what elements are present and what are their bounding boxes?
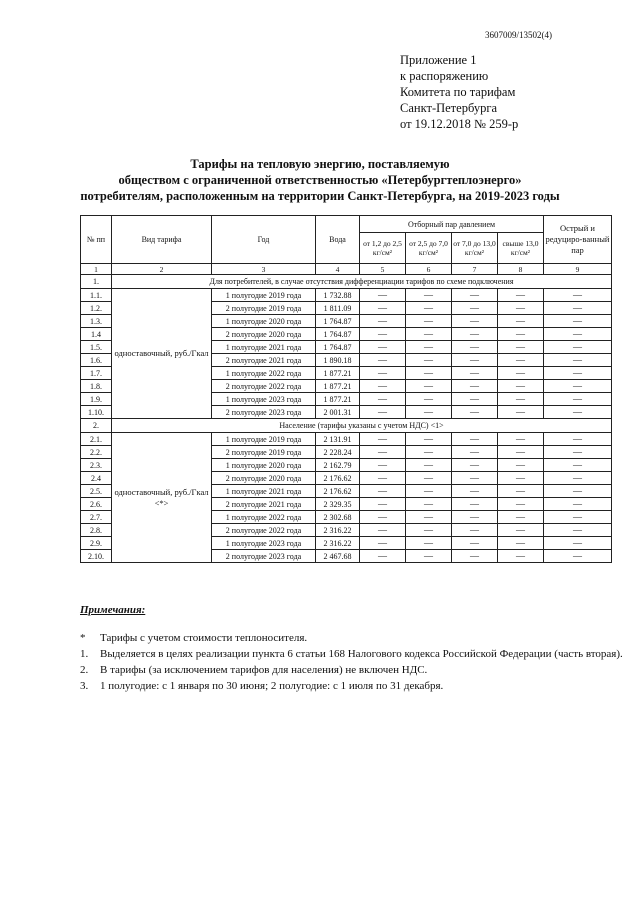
empty-tariff-cell: —: [452, 406, 498, 419]
empty-tariff-cell: —: [360, 354, 406, 367]
period-cell: 2 полугодие 2019 года: [212, 446, 316, 459]
tariff-type: одноставочный, руб./Гкал <*>: [112, 433, 212, 563]
water-tariff: 2 316.22: [316, 524, 360, 537]
empty-tariff-cell: —: [498, 302, 544, 315]
row-number: 1.4: [81, 328, 112, 341]
header-steam-4: свыше 13,0 кг/см²: [498, 233, 544, 264]
period-cell: 1 полугодие 2022 года: [212, 511, 316, 524]
header-sharp-steam: Острый и редуциро-ванный пар: [544, 216, 612, 264]
header-year: Год: [212, 216, 316, 264]
empty-tariff-cell: —: [360, 524, 406, 537]
water-tariff: 2 176.62: [316, 485, 360, 498]
empty-tariff-cell: —: [498, 459, 544, 472]
empty-tariff-cell: —: [498, 537, 544, 550]
notes-block: [80, 604, 623, 694]
empty-tariff-cell: —: [360, 367, 406, 380]
appendix-line: от 19.12.2018 № 259-р: [400, 117, 519, 131]
empty-tariff-cell: —: [498, 315, 544, 328]
notes-title: Примечания:: [80, 604, 146, 616]
empty-tariff-cell: —: [544, 459, 612, 472]
empty-tariff-cell: —: [452, 472, 498, 485]
empty-tariff-cell: —: [544, 328, 612, 341]
note-text: Тарифы с учетом стоимости теплоносителя.: [100, 632, 308, 644]
row-number: 2.9.: [81, 537, 112, 550]
empty-tariff-cell: —: [406, 289, 452, 302]
water-tariff: 1 890.18: [316, 354, 360, 367]
empty-tariff-cell: —: [498, 289, 544, 302]
period-cell: 2 полугодие 2021 года: [212, 498, 316, 511]
water-tariff: 2 302.68: [316, 511, 360, 524]
period-cell: 1 полугодие 2023 года: [212, 393, 316, 406]
empty-tariff-cell: —: [452, 550, 498, 563]
header-steam-2: от 2,5 до 7,0 кг/см²: [406, 233, 452, 264]
empty-tariff-cell: —: [498, 406, 544, 419]
document-number: 3607009/13502(4): [485, 30, 552, 40]
empty-tariff-cell: —: [452, 537, 498, 550]
water-tariff: 1 877.21: [316, 367, 360, 380]
empty-tariff-cell: —: [452, 393, 498, 406]
row-number: 1.9.: [81, 393, 112, 406]
empty-tariff-cell: —: [360, 315, 406, 328]
water-tariff: 2 228.24: [316, 446, 360, 459]
empty-tariff-cell: —: [544, 367, 612, 380]
empty-tariff-cell: —: [544, 341, 612, 354]
appendix-block: [400, 52, 518, 132]
water-tariff: 1 764.87: [316, 341, 360, 354]
water-tariff: 2 162.79: [316, 459, 360, 472]
water-tariff: 1 764.87: [316, 328, 360, 341]
empty-tariff-cell: —: [406, 446, 452, 459]
empty-tariff-cell: —: [406, 433, 452, 446]
header-num: № пп: [81, 216, 112, 264]
row-number: 2.7.: [81, 511, 112, 524]
empty-tariff-cell: —: [406, 498, 452, 511]
empty-tariff-cell: —: [498, 446, 544, 459]
col-number: 8: [498, 264, 544, 275]
empty-tariff-cell: —: [452, 511, 498, 524]
col-number: 5: [360, 264, 406, 275]
period-cell: 2 полугодие 2021 года: [212, 354, 316, 367]
empty-tariff-cell: —: [498, 367, 544, 380]
note-text: В тарифы (за исключением тарифов для населения) не включен НДС.: [100, 664, 428, 676]
row-number: 1.8.: [81, 380, 112, 393]
section-title: Население (тарифы указаны с учетом НДС) <1>: [112, 419, 612, 433]
empty-tariff-cell: —: [498, 393, 544, 406]
section-row: [81, 275, 612, 289]
empty-tariff-cell: —: [452, 354, 498, 367]
empty-tariff-cell: —: [498, 354, 544, 367]
period-cell: 1 полугодие 2022 года: [212, 367, 316, 380]
row-number: 2.6.: [81, 498, 112, 511]
water-tariff: 2 329.35: [316, 498, 360, 511]
empty-tariff-cell: —: [452, 328, 498, 341]
period-cell: 2 полугодие 2023 года: [212, 406, 316, 419]
empty-tariff-cell: —: [360, 498, 406, 511]
empty-tariff-cell: —: [406, 380, 452, 393]
empty-tariff-cell: —: [498, 498, 544, 511]
row-number: 2.10.: [81, 550, 112, 563]
empty-tariff-cell: —: [360, 341, 406, 354]
table-row: [81, 433, 612, 446]
empty-tariff-cell: —: [544, 302, 612, 315]
col-number: 4: [316, 264, 360, 275]
col-number: 1: [81, 264, 112, 275]
note-item: [80, 646, 623, 662]
row-number: 1.1.: [81, 289, 112, 302]
empty-tariff-cell: —: [360, 328, 406, 341]
empty-tariff-cell: —: [452, 459, 498, 472]
title-line: обществом с ограниченной ответственностью «Петербургтеплоэнерго»: [118, 173, 522, 187]
col-number: 9: [544, 264, 612, 275]
empty-tariff-cell: —: [498, 341, 544, 354]
empty-tariff-cell: —: [544, 393, 612, 406]
period-cell: 1 полугодие 2020 года: [212, 315, 316, 328]
empty-tariff-cell: —: [498, 550, 544, 563]
water-tariff: 2 467.68: [316, 550, 360, 563]
empty-tariff-cell: —: [360, 459, 406, 472]
table-row: [81, 289, 612, 302]
note-item: [80, 630, 623, 646]
title-line: Тарифы на тепловую энергию, поставляемую: [190, 157, 450, 171]
empty-tariff-cell: —: [544, 315, 612, 328]
empty-tariff-cell: —: [452, 446, 498, 459]
note-mark: *: [80, 632, 86, 644]
water-tariff: 2 001.31: [316, 406, 360, 419]
water-tariff: 2 131.91: [316, 433, 360, 446]
row-number: 1.3.: [81, 315, 112, 328]
note-item: [80, 662, 623, 678]
note-mark: 2.: [80, 664, 89, 676]
empty-tariff-cell: —: [360, 446, 406, 459]
empty-tariff-cell: —: [406, 367, 452, 380]
empty-tariff-cell: —: [544, 406, 612, 419]
period-cell: 1 полугодие 2019 года: [212, 433, 316, 446]
empty-tariff-cell: —: [452, 341, 498, 354]
row-number: 1.6.: [81, 354, 112, 367]
empty-tariff-cell: —: [406, 550, 452, 563]
empty-tariff-cell: —: [544, 511, 612, 524]
col-number: 7: [452, 264, 498, 275]
empty-tariff-cell: —: [544, 446, 612, 459]
header-steam-group: Отборный пар давлением: [360, 216, 544, 233]
empty-tariff-cell: —: [544, 289, 612, 302]
water-tariff: 1 877.21: [316, 393, 360, 406]
note-mark: 1.: [80, 648, 89, 660]
empty-tariff-cell: —: [360, 537, 406, 550]
period-cell: 1 полугодие 2020 года: [212, 459, 316, 472]
note-item: [80, 678, 623, 694]
empty-tariff-cell: —: [452, 289, 498, 302]
empty-tariff-cell: —: [452, 367, 498, 380]
empty-tariff-cell: —: [406, 537, 452, 550]
period-cell: 2 полугодие 2020 года: [212, 472, 316, 485]
row-number: 1.10.: [81, 406, 112, 419]
appendix-line: Приложение 1: [400, 53, 477, 67]
section-title: Для потребителей, в случае отсутствия дифференциации тарифов по схеме подключения: [112, 275, 612, 289]
period-cell: 2 полугодие 2022 года: [212, 380, 316, 393]
water-tariff: 1 877.21: [316, 380, 360, 393]
empty-tariff-cell: —: [544, 485, 612, 498]
note-text: Выделяется в целях реализации пункта 6 статьи 168 Налогового кодекса Российской Федерации (часть вторая).: [100, 648, 623, 660]
water-tariff: 1 811.09: [316, 302, 360, 315]
period-cell: 1 полугодие 2023 года: [212, 537, 316, 550]
empty-tariff-cell: —: [406, 511, 452, 524]
tariff-type: одноставочный, руб./Гкал: [112, 289, 212, 419]
empty-tariff-cell: —: [498, 511, 544, 524]
appendix-line: Санкт-Петербурга: [400, 101, 498, 115]
empty-tariff-cell: —: [406, 485, 452, 498]
empty-tariff-cell: —: [452, 380, 498, 393]
empty-tariff-cell: —: [452, 524, 498, 537]
row-number: 1.7.: [81, 367, 112, 380]
empty-tariff-cell: —: [544, 550, 612, 563]
empty-tariff-cell: —: [544, 498, 612, 511]
section-row: [81, 419, 612, 433]
water-tariff: 2 176.62: [316, 472, 360, 485]
empty-tariff-cell: —: [360, 302, 406, 315]
col-number: 6: [406, 264, 452, 275]
period-cell: 1 полугодие 2021 года: [212, 485, 316, 498]
empty-tariff-cell: —: [544, 380, 612, 393]
period-cell: 2 полугодие 2019 года: [212, 302, 316, 315]
row-number: 2.1.: [81, 433, 112, 446]
empty-tariff-cell: —: [406, 472, 452, 485]
empty-tariff-cell: —: [406, 341, 452, 354]
water-tariff: 1 764.87: [316, 315, 360, 328]
note-mark: 3.: [80, 680, 89, 692]
period-cell: 1 полугодие 2019 года: [212, 289, 316, 302]
period-cell: 1 полугодие 2021 года: [212, 341, 316, 354]
col-number: 3: [212, 264, 316, 275]
empty-tariff-cell: —: [406, 524, 452, 537]
empty-tariff-cell: —: [544, 537, 612, 550]
empty-tariff-cell: —: [452, 433, 498, 446]
empty-tariff-cell: —: [452, 302, 498, 315]
empty-tariff-cell: —: [360, 380, 406, 393]
header-water: Вода: [316, 216, 360, 264]
empty-tariff-cell: —: [544, 433, 612, 446]
title-line: потребителям, расположенным на территории Санкт-Петербурга, на 2019-2023 годы: [80, 189, 560, 203]
empty-tariff-cell: —: [544, 524, 612, 537]
water-tariff: 2 316.22: [316, 537, 360, 550]
row-number: 2.3.: [81, 459, 112, 472]
empty-tariff-cell: —: [498, 524, 544, 537]
empty-tariff-cell: —: [452, 485, 498, 498]
header-steam-1: от 1,2 до 2,5 кг/см²: [360, 233, 406, 264]
row-number: 1.2.: [81, 302, 112, 315]
empty-tariff-cell: —: [544, 472, 612, 485]
empty-tariff-cell: —: [406, 393, 452, 406]
row-number: 2.2.: [81, 446, 112, 459]
row-number: 1.5.: [81, 341, 112, 354]
section-number: 1.: [81, 275, 112, 289]
empty-tariff-cell: —: [360, 511, 406, 524]
empty-tariff-cell: —: [498, 472, 544, 485]
header-type: Вид тарифа: [112, 216, 212, 264]
section-number: 2.: [81, 419, 112, 433]
header-steam-3: от 7,0 до 13,0 кг/см²: [452, 233, 498, 264]
empty-tariff-cell: —: [360, 433, 406, 446]
empty-tariff-cell: —: [452, 315, 498, 328]
empty-tariff-cell: —: [498, 433, 544, 446]
empty-tariff-cell: —: [498, 328, 544, 341]
empty-tariff-cell: —: [406, 354, 452, 367]
empty-tariff-cell: —: [360, 289, 406, 302]
appendix-line: к распоряжению: [400, 69, 489, 83]
row-number: 2.5.: [81, 485, 112, 498]
row-number: 2.8.: [81, 524, 112, 537]
empty-tariff-cell: —: [360, 393, 406, 406]
empty-tariff-cell: —: [360, 472, 406, 485]
empty-tariff-cell: —: [406, 328, 452, 341]
empty-tariff-cell: —: [452, 498, 498, 511]
water-tariff: 1 732.88: [316, 289, 360, 302]
document-title: [0, 156, 640, 204]
appendix-line: Комитета по тарифам: [400, 85, 516, 99]
period-cell: 2 полугодие 2023 года: [212, 550, 316, 563]
empty-tariff-cell: —: [498, 380, 544, 393]
empty-tariff-cell: —: [544, 354, 612, 367]
period-cell: 2 полугодие 2020 года: [212, 328, 316, 341]
empty-tariff-cell: —: [360, 406, 406, 419]
empty-tariff-cell: —: [406, 302, 452, 315]
empty-tariff-cell: —: [406, 315, 452, 328]
empty-tariff-cell: —: [360, 485, 406, 498]
col-number: 2: [112, 264, 212, 275]
period-cell: 2 полугодие 2022 года: [212, 524, 316, 537]
empty-tariff-cell: —: [406, 459, 452, 472]
tariff-table: [80, 215, 612, 563]
note-text: 1 полугодие: с 1 января по 30 июня; 2 полугодие: с 1 июля по 31 декабря.: [100, 680, 444, 692]
empty-tariff-cell: —: [360, 550, 406, 563]
row-number: 2.4: [81, 472, 112, 485]
empty-tariff-cell: —: [406, 406, 452, 419]
empty-tariff-cell: —: [498, 485, 544, 498]
